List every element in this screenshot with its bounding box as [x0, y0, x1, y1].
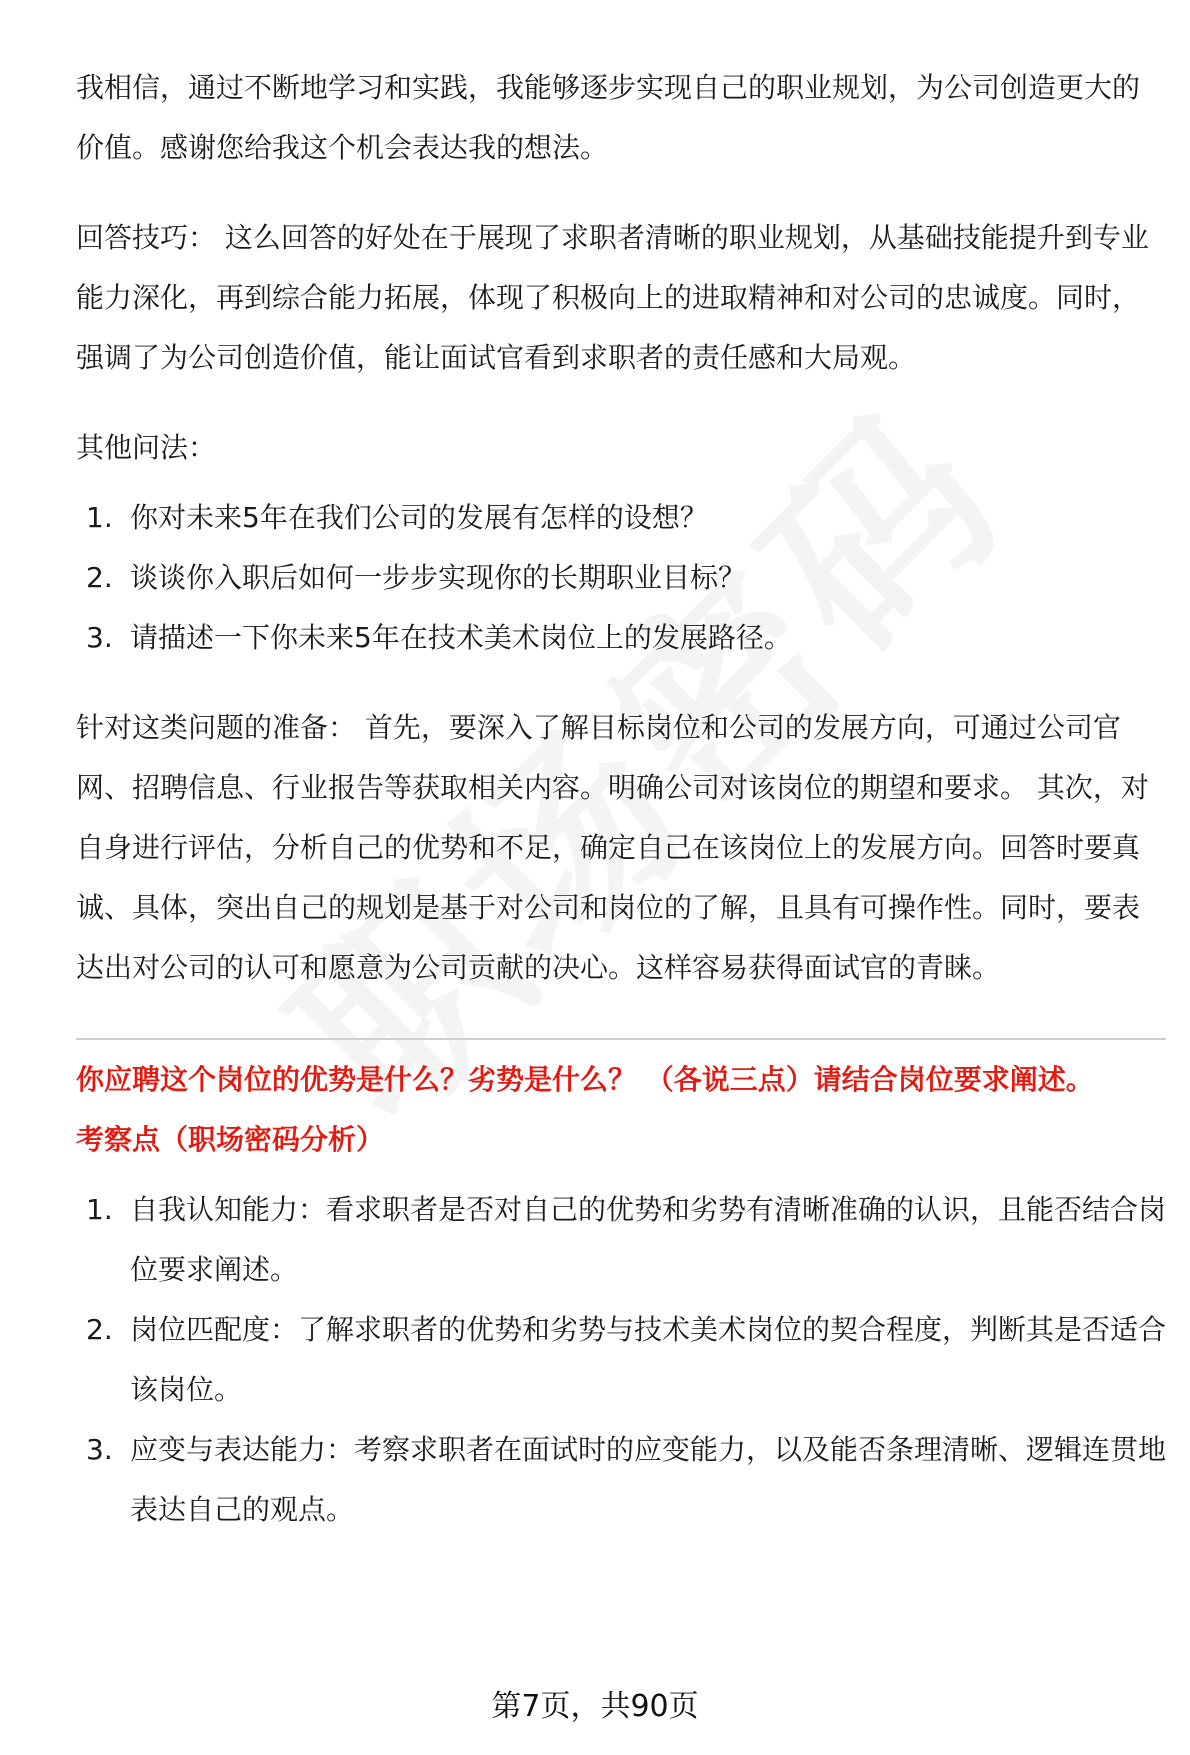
list-number: 2. — [86, 1313, 113, 1346]
question-title: 你应聘这个岗位的优势是什么？劣势是什么？ （各说三点）请结合岗位要求阐述。 — [76, 1063, 1094, 1096]
list-number: 1. — [86, 501, 113, 534]
list-number: 2. — [86, 561, 113, 594]
list-item-text: 请描述一下你未来5年在技术美术岗位上的发展路径。 — [130, 621, 792, 654]
paragraph-answer-tips: 回答技巧： 这么回答的好处在于展现了求职者清晰的职业规划，从基础技能提升到专业能力深化，再到综合能力拓展，体现了积极向上的进取精神和对公司的忠诚度。同时，强调了为公司创造价值，能让面试官看到求职者的责任感和大局观。 — [76, 221, 1149, 374]
list-item-text: 岗位匹配度：了解求职者的优势和劣势与技术美术岗位的契合程度，判断其是否适合该岗位。 — [130, 1313, 1167, 1406]
page-number: 第7页，共90页 — [491, 1689, 699, 1724]
document-body — [76, 58, 1166, 1570]
question-subtitle: 考察点（职场密码分析） — [76, 1123, 385, 1156]
list-item — [86, 1300, 1167, 1420]
paragraph-conclusion: 我相信，通过不断地学习和实践，我能够逐步实现自己的职业规划，为公司创造更大的价值。感谢您给我这个机会表达我的想法。 — [76, 71, 1141, 164]
paragraph-preparation: 针对这类问题的准备： 首先，要深入了解目标岗位和公司的发展方向，可通过公司官网、招聘信息、行业报告等获取相关内容。明确公司对该岗位的期望和要求。 其次，对自身进行评估，分析自己的优势和不足，确定自己在该岗位上的发展方向。回答时要真诚、具体，突出自己的规划是基于对公司和岗位的了解，且具有可操作性。同时，要表达出对公司的认可和愿意为公司贡献的决心。这样容易获得面试官的青睐。 — [76, 711, 1149, 984]
list-item-text: 你对未来5年在我们公司的发展有怎样的设想？ — [130, 501, 708, 534]
paragraph-other-questions-label: 其他问法： — [76, 431, 217, 464]
assessment-points-list — [76, 1180, 1166, 1540]
list-item — [86, 488, 1166, 548]
list-item-text: 应变与表达能力：考察求职者在面试时的应变能力，以及能否条理清晰、逻辑连贯地表达自己的观点。 — [130, 1433, 1167, 1526]
list-item-text: 自我认知能力：看求职者是否对自己的优势和劣势有清晰准确的认识，且能否结合岗位要求阐述。 — [130, 1193, 1167, 1286]
other-questions-list — [76, 488, 1166, 668]
list-item — [86, 608, 1166, 668]
list-number: 3. — [86, 621, 113, 654]
list-item — [86, 548, 1166, 608]
list-number: 3. — [86, 1433, 113, 1466]
list-item-text: 谈谈你入职后如何一步步实现你的长期职业目标？ — [130, 561, 747, 594]
list-number: 1. — [86, 1193, 113, 1226]
list-item — [86, 1420, 1167, 1540]
section-divider — [76, 1038, 1166, 1040]
list-item — [86, 1180, 1167, 1300]
